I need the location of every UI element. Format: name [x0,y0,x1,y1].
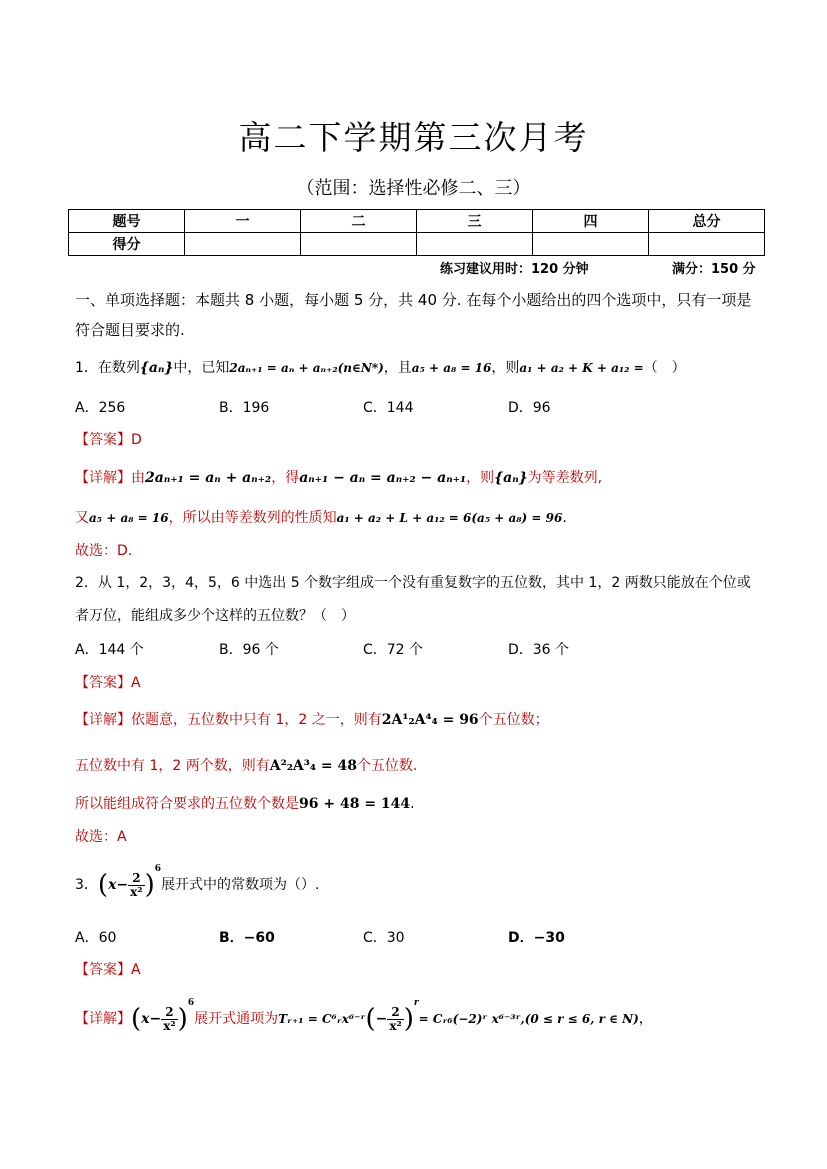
q1-option-a: A．256 [75,400,126,416]
q2-option-d: D．36 个 [508,642,570,658]
q3-fraction [128,872,144,899]
left-paren: ( [97,870,109,900]
q3-d-frac-den: x² [163,1018,176,1033]
q1-d2e: . [562,510,567,526]
q3-d-frac2-num: 2 [387,1006,403,1020]
q2-detail-line-3 [75,793,415,813]
page-title: 高二下学期第三次月考 [238,118,589,157]
time-note: 练习建议用时：120 分钟 [440,262,589,277]
q1-option-c: C．144 [363,400,414,416]
score-cell [301,233,417,256]
q1-option-b: B．196 [219,400,270,416]
q3-detail-line-1 [75,998,653,1034]
q2-option-c: C．72 个 [363,642,424,658]
q1-option-d: D．96 [508,400,551,416]
q3-d-frac-num: 2 [161,1006,177,1020]
q2-conclusion: 故选：A [75,829,127,845]
q3-frac-den: x² [130,884,143,899]
q1-mid3: ，则 [491,360,520,376]
detail-tag: 【详解】 [75,712,131,728]
q2-detail-line-2 [75,755,417,775]
q3-d-frac2-den: x² [389,1018,402,1033]
q1-d2d: a₁ + a₂ + L + a₁₂ = 6(a₅ + a₈) = 96 [336,511,563,525]
q3-d-neg: − [375,1011,388,1027]
right-paren: ) [177,1004,188,1034]
q1-seq: {aₙ} [139,360,174,376]
q3-d-end: ， [638,1011,653,1027]
q3-d-text: 展开式通项为 [194,1011,279,1027]
q2-d3c: . [410,796,415,812]
score-header-cell: 总分 [649,210,765,233]
score-cell [417,233,533,256]
q1-d1c: ，得 [271,470,300,486]
q3-d-exp-r: r [413,998,419,1008]
q3-x: x− [108,877,129,893]
q2-d1c: 个五位数； [478,712,549,728]
q1-cond2: a₅ + a₈ = 16 [411,361,492,375]
q1-d1b: 2aₙ₊₁ = aₙ + aₙ₊₂ [145,470,272,486]
q3-d-formula1: Tᵣ₊₁ = C⁶ᵣx⁶⁻ʳ [278,1012,366,1026]
q1-d1a: 由 [131,470,145,486]
q3-option-d: D．−30 [508,930,565,946]
q1-mid2: ，且 [383,360,412,376]
score-cell [649,233,765,256]
q3-d-fraction [161,1006,177,1033]
q3-num: 3． [75,877,98,893]
right-paren: ) [403,1004,414,1034]
q1-end: （ ） [643,360,686,376]
q2-option-b: B．96 个 [219,642,279,658]
q1-prefix: 1．在数列 [75,360,140,376]
q1-expr: a₁ + a₂ + K + a₁₂ = [519,361,644,375]
q1-d1d: aₙ₊₁ − aₙ = aₙ₊₂ − aₙ₊₁ [299,470,467,486]
score-header-cell: 三 [417,210,533,233]
score-row-label: 得分 [69,233,185,256]
q1-detail-line-2 [75,507,567,527]
question-2-line-1: 2．从 1，2，3，4，5，6 中选出 5 个数字组成一个没有重复数字的五位数，其中 1，2 两数只能放在个位或 [75,575,751,591]
left-paren: ( [365,1004,376,1034]
q1-d2a: 又 [75,510,89,526]
q3-exp: 6 [154,864,161,874]
q3-d-fraction-2 [387,1006,403,1033]
q3-option-a: A．60 [75,930,117,946]
q2-detail-line-1 [75,709,549,729]
q1-detail-line-1 [75,467,602,487]
q3-d-exp: 6 [187,998,195,1008]
q3-d-formula2: = Cᵣ₆(−2)ʳ x⁶⁻³ʳ,(0 ≤ r ≤ 6, r ∈ N) [418,1012,639,1026]
q1-d2c: ，所以由等差数列的性质知 [168,510,337,526]
question-3 [75,864,319,900]
full-score: 满分：150 分 [672,262,756,277]
q2-option-a: A．144 个 [75,642,144,658]
q2-d2a: 五位数中有 1，2 两个数，则有 [75,758,270,774]
score-header-cell: 题号 [69,210,185,233]
q3-answer: 【答案】A [75,962,141,978]
q2-answer: 【答案】A [75,675,141,691]
q1-mid: 中，已知 [173,360,230,376]
q1-answer: 【答案】D [75,432,142,448]
question-1 [75,357,686,377]
detail-tag: 【详解】 [75,470,131,486]
score-cell [533,233,649,256]
score-cell [185,233,301,256]
q3-dx: x− [141,1011,162,1027]
score-table-score-row [69,233,765,256]
score-table [68,209,765,256]
left-paren: ( [131,1004,142,1034]
score-header-cell: 二 [301,210,417,233]
q1-d1f: {aₙ} [494,470,528,486]
q1-conclusion: 故选：D. [75,543,133,559]
right-paren: ) [144,870,155,900]
q1-d1e: ，则 [466,470,495,486]
score-header-cell: 四 [533,210,649,233]
q2-d1a: 依题意，五位数中只有 1，2 之一，则有 [131,712,382,728]
q2-d3a: 所以能组成符合要求的五位数个数是 [75,796,299,812]
q3-option-b: B．−60 [219,930,275,946]
detail-tag: 【详解】 [75,1011,131,1027]
q1-d1g: 为等差数列, [527,470,603,486]
q3-text: 展开式中的常数项为（）. [161,877,320,893]
question-2-line-2: 者万位，能组成多少个这样的五位数？（ ） [75,608,355,624]
score-table-header-row [69,210,765,233]
q2-d2b: A²₂A³₄ = 48 [269,758,357,774]
q1-cond: 2aₙ₊₁ = aₙ + aₙ₊₂(n∈N*) [229,361,384,375]
q2-d3b: 96 + 48 = 144 [299,796,411,812]
page-subtitle: （范围：选择性必修二、三） [296,178,531,199]
q2-d1b: 2A¹₂A⁴₄ = 96 [381,712,479,728]
q1-d2b: a₅ + a₈ = 16 [89,511,169,525]
score-header-cell: 一 [185,210,301,233]
q2-d2c: 个五位数. [356,758,418,774]
section-instructions: 一、单项选择题：本题共 8 小题，每小题 5 分，共 40 分. 在每个小题给出的四个选项中，只有一项是符合题目要求的. [75,291,752,339]
q3-frac-num: 2 [128,872,144,886]
q3-option-c: C．30 [363,930,405,946]
